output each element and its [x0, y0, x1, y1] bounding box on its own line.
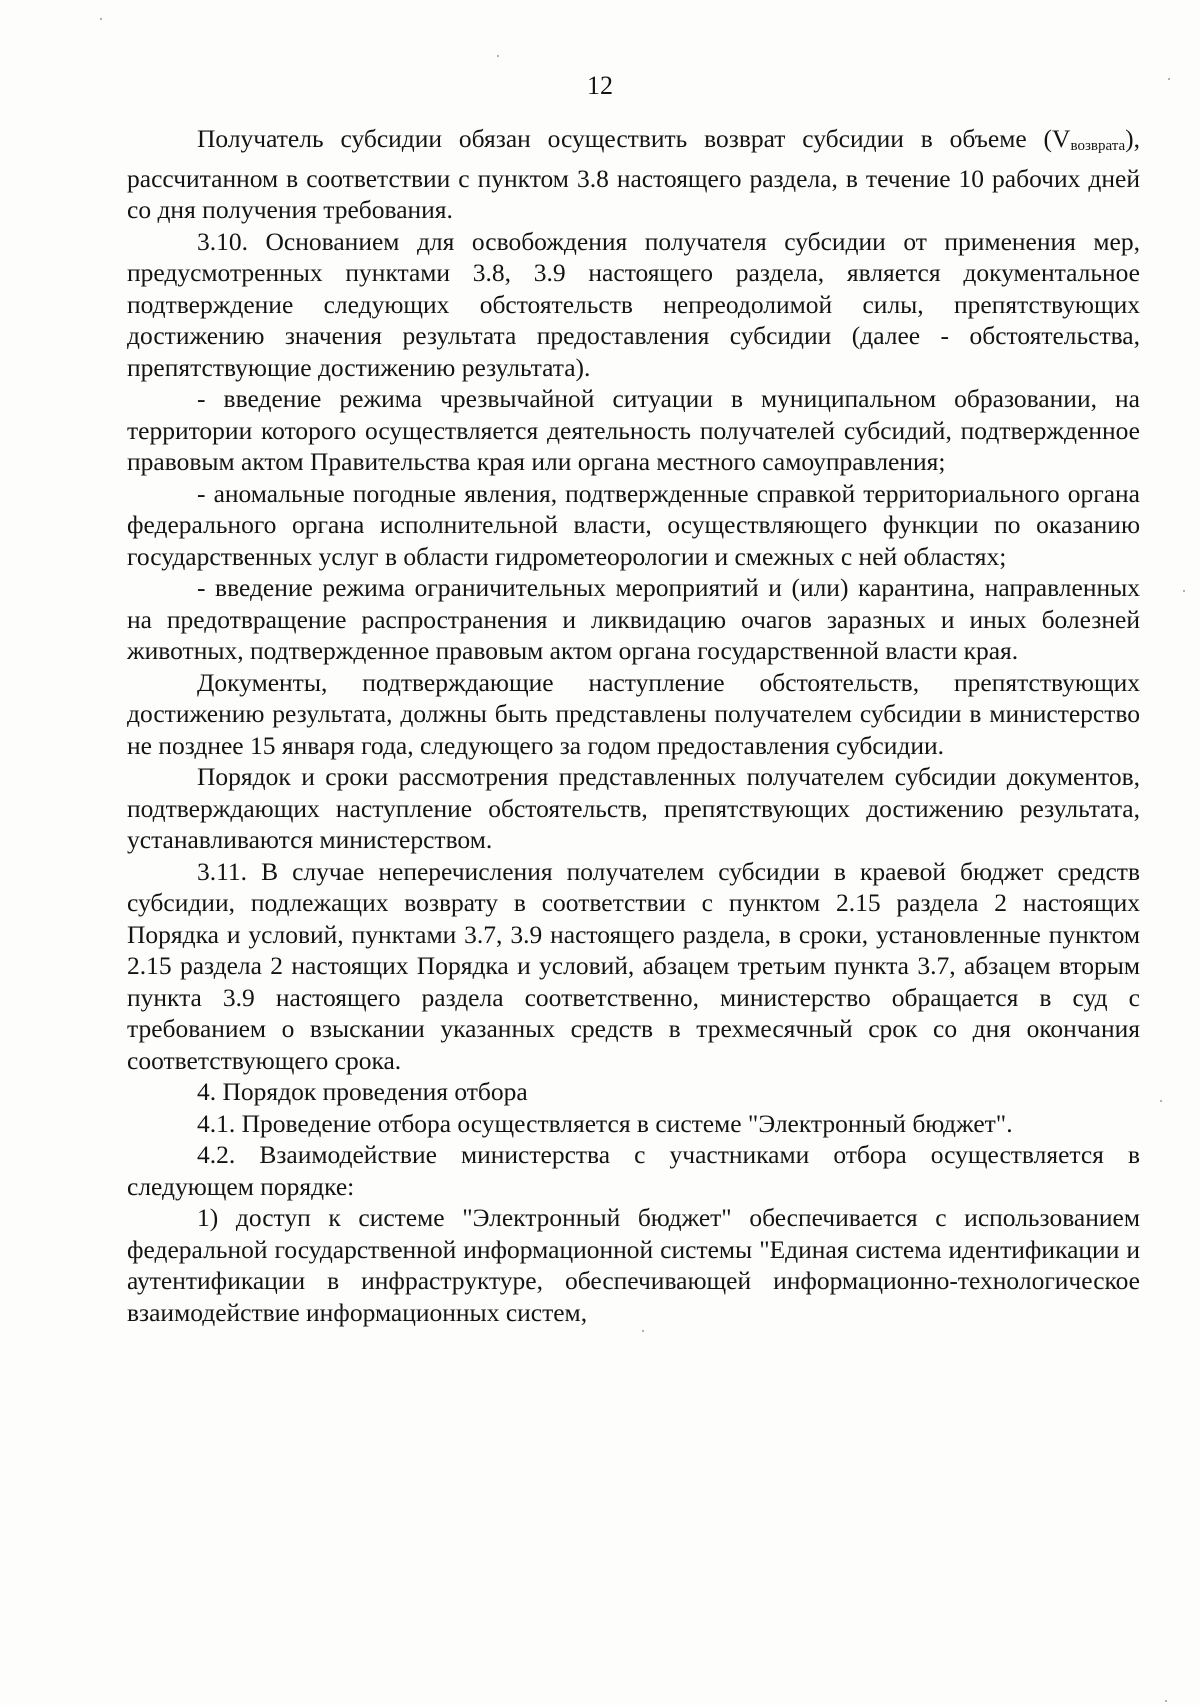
paragraph-text: Получатель субсидии обязан осуществить возврат субсидии в объеме (V [197, 124, 1071, 153]
scan-speck [1160, 1100, 1162, 1102]
page-number: 12 [587, 71, 613, 100]
paragraph-3-11: 3.11. В случае неперечисления получателем субсидии в краевой бюджет средств субсидии, подлежащих возврату в соответствии с пунктом 2.15 раздела 2 настоящих Порядка и условий, пунктами 3.7, 3.9 настоящего раздела, в сроки, установленные пунктом 2.15 раздела 2 настоящих Порядка и условий, абзацем третьим пункта 3.7, абзацем вторым пункта 3.9 настоящего раздела соответственно, министерство обращается в суд с требованием о взыскании указанных средств в трехмесячный срок со дня окончания соответствующего срока. [127, 856, 1140, 1075]
scan-speck [100, 18, 102, 20]
section-heading: 4. Порядок проведения отбора [197, 1077, 528, 1106]
paragraph-refund-obligation [127, 123, 1140, 226]
paragraph-3-10: 3.10. Основанием для освобождения получателя субсидии от применения мер, предусмотренных пунктами 3.8, 3.9 настоящего раздела, является документальное подтверждение следующих обстоятельств непреодолимой силы, препятствующих достижению значения результата предоставления субсидии (далее - обстоятельства, препятствующие достижению результата). [127, 226, 1140, 382]
list-item-emergency-regime: - введение режима чрезвычайной ситуации в муниципальном образовании, на территории которого осуществляется деятельность получателей субсидий, подтвержденное правовым актом Правительства края или органа местного самоуправления; [127, 384, 1140, 476]
paragraph-4-1: 4.1. Проведение отбора осуществляется в системе "Электронный бюджет". [197, 1108, 1013, 1138]
scan-speck [1165, 1700, 1167, 1702]
scan-speck [1183, 590, 1185, 592]
refund-volume-subscript: возврата [1070, 138, 1126, 154]
paragraph-documents-deadline: Документы, подтверждающие наступление обстоятельств, препятствующих достижению результата, должны быть представлены получателем субсидии в министерство не позднее 15 января года, следующего за годом предоставления субсидии. [127, 667, 1140, 760]
scan-speck [642, 1330, 644, 1332]
scan-speck [1168, 78, 1170, 80]
paragraph-4-2: 4.2. Взаимодействие министерства с участниками отбора осуществляется в следующем порядке: [127, 1140, 1140, 1201]
scan-speck [497, 55, 499, 57]
paragraph-review-procedure: Порядок и сроки рассмотрения представленных получателем субсидии документов, подтверждающих наступление обстоятельств, препятствующих достижению результата, устанавливаются министерством. [127, 762, 1140, 854]
list-item-quarantine: - введение режима ограничительных мероприятий и (или) карантина, направленных на предотвращение распространения и ликвидацию очагов заразных и иных болезней животных, подтвержденное правовым актом органа государственной власти края. [127, 573, 1140, 665]
paragraph-4-2-1: 1) доступ к системе "Электронный бюджет" обеспечивается с использованием федеральной государственной информационной системы "Единая система идентификации и аутентификации в инфраструктуре, обеспечивающей информационно-технологическое взаимодействие информационных систем, [127, 1203, 1140, 1327]
paragraph-text: ), рассчитанном в соответствии с пунктом 3.8 настоящего раздела, в течение 10 рабочих дней со дня получения требования. [127, 124, 1140, 224]
list-item-weather-phenomena: - аномальные погодные явления, подтвержденные справкой территориального органа федерального органа исполнительной власти, осуществляющего функции по оказанию государственных услуг в области гидрометеорологии и смежных с ней областях; [127, 478, 1140, 571]
document-body [127, 123, 1140, 1328]
